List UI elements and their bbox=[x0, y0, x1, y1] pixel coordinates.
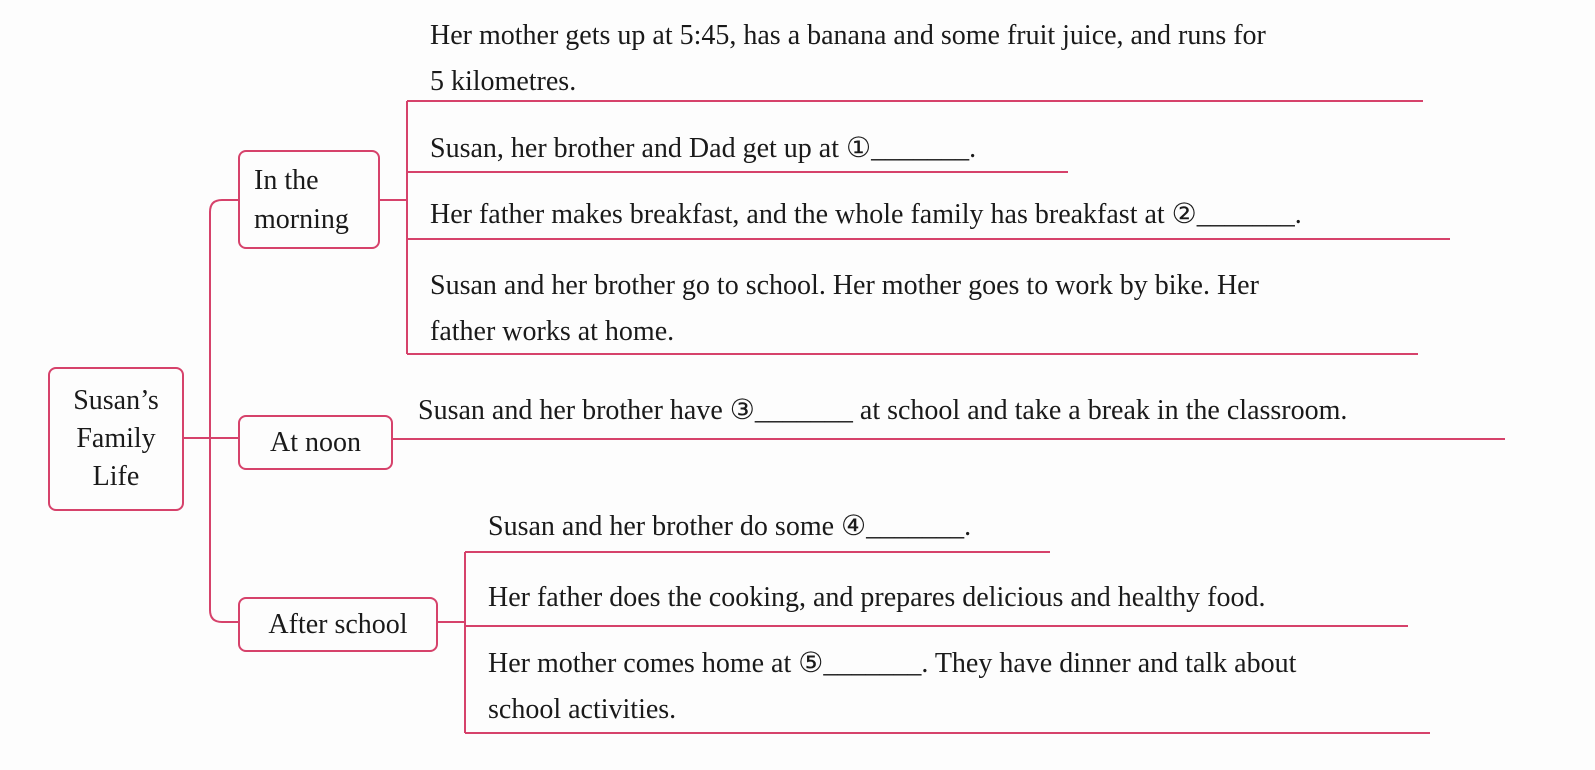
root-label-line-2: Family bbox=[76, 423, 156, 454]
after-item-1: Susan and her brother do some ④_______. bbox=[488, 511, 972, 542]
morning-label-line-1: In the bbox=[254, 164, 319, 196]
morning-item-2: Susan, her brother and Dad get up at ①_______. bbox=[430, 133, 977, 164]
morning-item-1-line-1: Her mother gets up at 5:45, has a banana and some fruit juice, and runs for bbox=[430, 20, 1266, 51]
after-school-label: After school bbox=[268, 608, 408, 640]
noon-label: At noon bbox=[270, 426, 361, 458]
root-label-line-3: Life bbox=[92, 461, 140, 492]
morning-item-3: Her father makes breakfast, and the whole family has breakfast at ②_______. bbox=[430, 199, 1302, 230]
after-item-3-line-1: Her mother comes home at ⑤_______. They have dinner and talk about bbox=[488, 648, 1297, 679]
morning-item-4-line-2: father works at home. bbox=[430, 316, 675, 347]
morning-item-1-line-2: 5 kilometres. bbox=[430, 66, 577, 97]
morning-node bbox=[238, 150, 380, 249]
after-item-2: Her father does the cooking, and prepares delicious and healthy food. bbox=[488, 582, 1266, 613]
morning-label-line-2: morning bbox=[254, 203, 349, 235]
noon-item-1: Susan and her brother have ③_______ at school and take a break in the classroom. bbox=[418, 395, 1348, 426]
after-school-node bbox=[238, 597, 438, 652]
spine-line bbox=[210, 200, 240, 622]
morning-item-4-line-1: Susan and her brother go to school. Her mother goes to work by bike. Her bbox=[430, 270, 1259, 301]
root-node bbox=[48, 367, 184, 511]
noon-node bbox=[238, 415, 393, 470]
root-label-line-1: Susan’s bbox=[73, 385, 159, 416]
after-item-3-line-2: school activities. bbox=[488, 694, 677, 725]
